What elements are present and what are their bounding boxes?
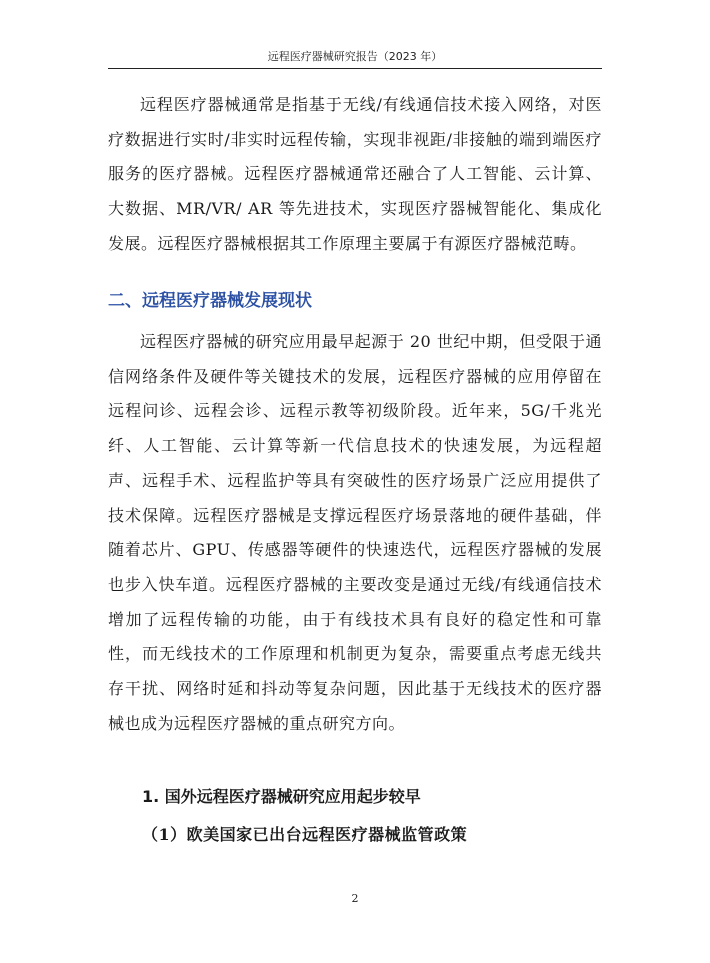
header-rule <box>108 68 602 69</box>
paragraph-development: 远程医疗器械的研究应用最早起源于 20 世纪中期，但受限于通信网络条件及硬件等关键技术的发展，远程医疗器械的应用停留在远程问诊、远程会诊、远程示教等初级阶段。近年来，5G/千兆光纤、人工智能、云计算等新一代信息技术的快速发展，为远程超声、远程手术、远程监护等具有突破性的医疗场景广泛应用提供了技术保障。远程医疗器械是支撑远程医疗场景落地的硬件基础，伴随着芯片、GPU、传感器等硬件的快速迭代，远程医疗器械的发展也步入快车道。远程医疗器械的主要改变是通过无线/有线通信技术增加了远程传输的功能，由于有线技术具有良好的稳定性和可靠性，而无线技术的工作原理和机制更为复杂，需要重点考虑无线共存干扰、网络时延和抖动等复杂问题，因此基于无线技术的医疗器械也成为远程医疗器械的重点研究方向。 <box>108 332 602 733</box>
subsection-heading: 1. 国外远程医疗器械研究应用起步较早 <box>142 787 421 806</box>
running-header: 远程医疗器械研究报告（2023 年） <box>267 50 443 63</box>
sub-subsection-heading: （1）欧美国家已出台远程医疗器械监管政策 <box>142 825 468 844</box>
page-number: 2 <box>351 892 359 905</box>
paragraph-definition: 远程医疗器械通常是指基于无线/有线通信技术接入网络，对医疗数据进行实时/非实时远程传输，实现非视距/非接触的端到端医疗服务的医疗器械。远程医疗器械通常还融合了人工智能、云计算、大数据、MR/VR/ AR 等先进技术，实现医疗器械智能化、集成化发展。远程医疗器械根据其工作原理主要属于有源医疗器械范畴。 <box>108 95 602 253</box>
section-heading: 二、远程医疗器械发展现状 <box>108 291 312 311</box>
